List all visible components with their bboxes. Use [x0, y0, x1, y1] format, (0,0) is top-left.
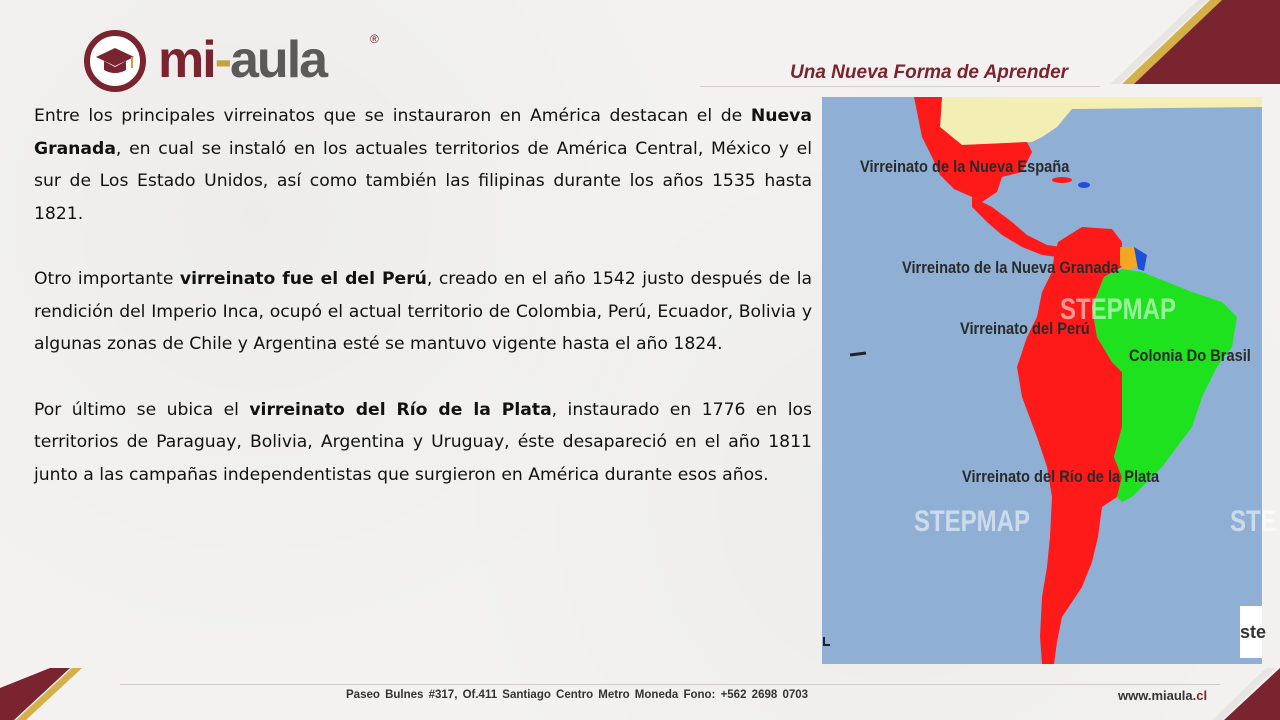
label-rio-de-la-plata: Virreinato del Río de la Plata [962, 467, 1160, 486]
paragraph-nueva-granada: Entre los principales virreinatos que se instauraron en América destacan el de Nueva Granada, en cual se instaló en los actuales territorios de América Central, México y el sur de Los Estado Unidos, así como también las filipinas durante los años 1535 hasta 1821. [34, 106, 812, 224]
footer-corner-left [0, 668, 90, 720]
watermark: STEPMAP [1060, 293, 1177, 326]
logo-wordmark: mi-aula [158, 31, 327, 89]
stepmap-badge: ste [1240, 606, 1262, 658]
watermark: STEPMAP [914, 505, 1031, 538]
brand-logo[interactable] [84, 30, 384, 96]
graduation-cap-icon [84, 30, 146, 92]
viceroyalties-map [822, 97, 1277, 664]
paragraph-rio-de-la-plata: Por último se ubica el virreinato del Río de la Plata, instaurado en 1776 en los territorios de Paraguay, Bolivia, Argentina y Uruguay, éste desapareció en el año 1811 junto a las campañas independentistas que surgieron en América durante esos años. [34, 399, 812, 485]
watermark: STE [1230, 505, 1277, 538]
header-divider [700, 86, 1100, 87]
registered-mark: ® [370, 32, 379, 46]
label-nueva-granada: Virreinato de la Nueva Granada [902, 258, 1119, 277]
tagline: Una Nueva Forma de Aprender [790, 62, 1069, 83]
label-peru: Virreinato del Perú [960, 319, 1090, 338]
footer-divider [120, 684, 1220, 685]
label-nueva-espana: Virreinato de la Nueva España [860, 157, 1070, 176]
footer-corner-right [1210, 668, 1280, 720]
footer-address: Paseo Bulnes #317, Of.411 Santiago Centro Metro Moneda Fono: +562 2698 0703 [346, 689, 809, 701]
map-graphic [822, 97, 1262, 664]
main-text [34, 100, 812, 524]
label-brasil: Colonia Do Brasil [1129, 346, 1251, 365]
paragraph-peru: Otro importante virreinato fue el del Perú, creado en el año 1542 justo después de la rendición del Imperio Inca, ocupó el actual territorio de Colombia, Perú, Ecuador, Bolivia y algunas zonas de Chile y Argentina esté se mantuvo vigente hasta el año 1824. [34, 269, 812, 354]
footer-website-link[interactable]: www.miaula.cl [1118, 688, 1208, 703]
